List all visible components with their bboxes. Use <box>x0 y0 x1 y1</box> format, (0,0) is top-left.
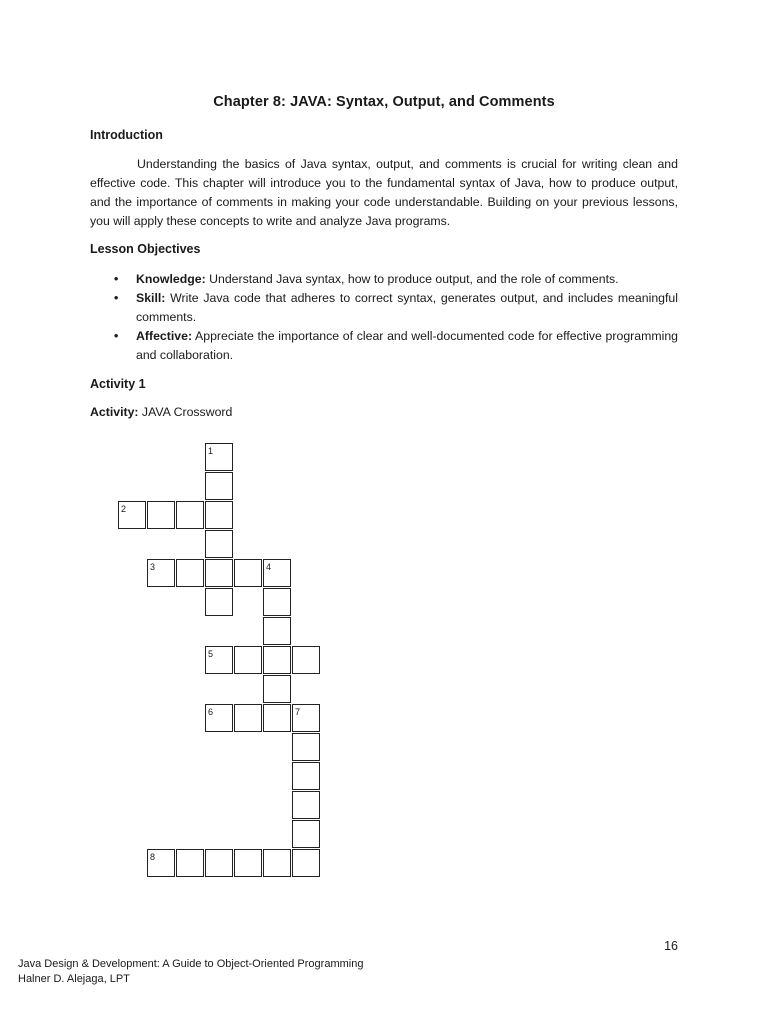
crossword-cell[interactable] <box>263 849 291 877</box>
objective-item-knowledge <box>114 270 678 289</box>
activity-name: JAVA Crossword <box>138 405 233 419</box>
crossword-cell[interactable] <box>205 501 233 529</box>
crossword-cell[interactable] <box>263 559 291 587</box>
crossword-cell[interactable] <box>263 675 291 703</box>
crossword-cell[interactable] <box>147 501 175 529</box>
crossword-cell[interactable] <box>205 443 233 471</box>
crossword-cell[interactable] <box>176 501 204 529</box>
crossword-cell[interactable] <box>292 704 320 732</box>
clue-number: 3 <box>150 562 156 572</box>
clue-number: 1 <box>208 446 214 456</box>
crossword-cell[interactable] <box>234 559 262 587</box>
objective-item-skill <box>114 289 678 327</box>
crossword-cell[interactable] <box>118 501 146 529</box>
objective-text: Appreciate the importance of clear and well-documented code for effective programming and collaboration. <box>136 329 678 362</box>
clue-number: 4 <box>266 562 272 572</box>
crossword-cell[interactable] <box>147 849 175 877</box>
crossword-cell[interactable] <box>205 646 233 674</box>
introduction-paragraph: Understanding the basics of Java syntax, output, and comments is crucial for writing clean and effective code. This chapter will introduce you to the fundamental syntax of Java, how to produce output, and the importance of comments in making your code understandable. Building on your previous lessons, you will apply these concepts to write and analyze Java programs. <box>90 157 678 228</box>
objective-label: Knowledge: <box>136 272 206 286</box>
crossword-cell[interactable] <box>263 617 291 645</box>
crossword-cell[interactable] <box>205 559 233 587</box>
crossword-cell[interactable] <box>205 588 233 616</box>
chapter-title: Chapter 8: JAVA: Syntax, Output, and Comments <box>213 94 555 110</box>
crossword-cell[interactable] <box>234 849 262 877</box>
activity-line <box>90 405 232 419</box>
clue-number: 8 <box>150 852 156 862</box>
crossword-cell[interactable] <box>205 849 233 877</box>
objective-text: Write Java code that adheres to correct syntax, generates output, and includes meaningful comments. <box>136 291 678 324</box>
crossword-cell[interactable] <box>292 646 320 674</box>
objectives-list <box>114 270 678 365</box>
crossword-cell[interactable] <box>234 704 262 732</box>
clue-number: 2 <box>121 504 127 514</box>
crossword-cell[interactable] <box>292 733 320 761</box>
crossword-cell[interactable] <box>263 704 291 732</box>
page-number: 16 <box>664 939 678 953</box>
clue-number: 5 <box>208 649 214 659</box>
objective-text: Understand Java syntax, how to produce output, and the role of comments. <box>205 272 619 286</box>
introduction-heading: Introduction <box>90 128 163 142</box>
crossword-cell[interactable] <box>292 820 320 848</box>
crossword-cell[interactable] <box>234 646 262 674</box>
crossword-cell[interactable] <box>205 472 233 500</box>
objectives-heading: Lesson Objectives <box>90 242 201 256</box>
bullet-icon: • <box>114 272 119 286</box>
bullet-icon: • <box>114 329 119 343</box>
clue-number: 6 <box>208 707 214 717</box>
activity-heading: Activity 1 <box>90 377 146 391</box>
crossword-cell[interactable] <box>176 559 204 587</box>
crossword-cell[interactable] <box>292 791 320 819</box>
objective-item-affective <box>114 327 678 365</box>
clue-number: 7 <box>295 707 301 717</box>
crossword-cell[interactable] <box>263 646 291 674</box>
objective-label: Affective: <box>136 329 193 343</box>
bullet-icon: • <box>114 291 119 305</box>
crossword-cell[interactable] <box>263 588 291 616</box>
crossword-cell[interactable] <box>147 559 175 587</box>
footer-book-title: Java Design & Development: A Guide to Object-Oriented Programming <box>18 958 364 970</box>
crossword-cell[interactable] <box>176 849 204 877</box>
activity-label: Activity: <box>90 405 139 419</box>
crossword-cell[interactable] <box>205 704 233 732</box>
footer-author: Halner D. Alejaga, LPT <box>18 973 130 985</box>
crossword-cell[interactable] <box>292 849 320 877</box>
crossword-cell[interactable] <box>205 530 233 558</box>
crossword-cell[interactable] <box>292 762 320 790</box>
objective-label: Skill: <box>136 291 166 305</box>
